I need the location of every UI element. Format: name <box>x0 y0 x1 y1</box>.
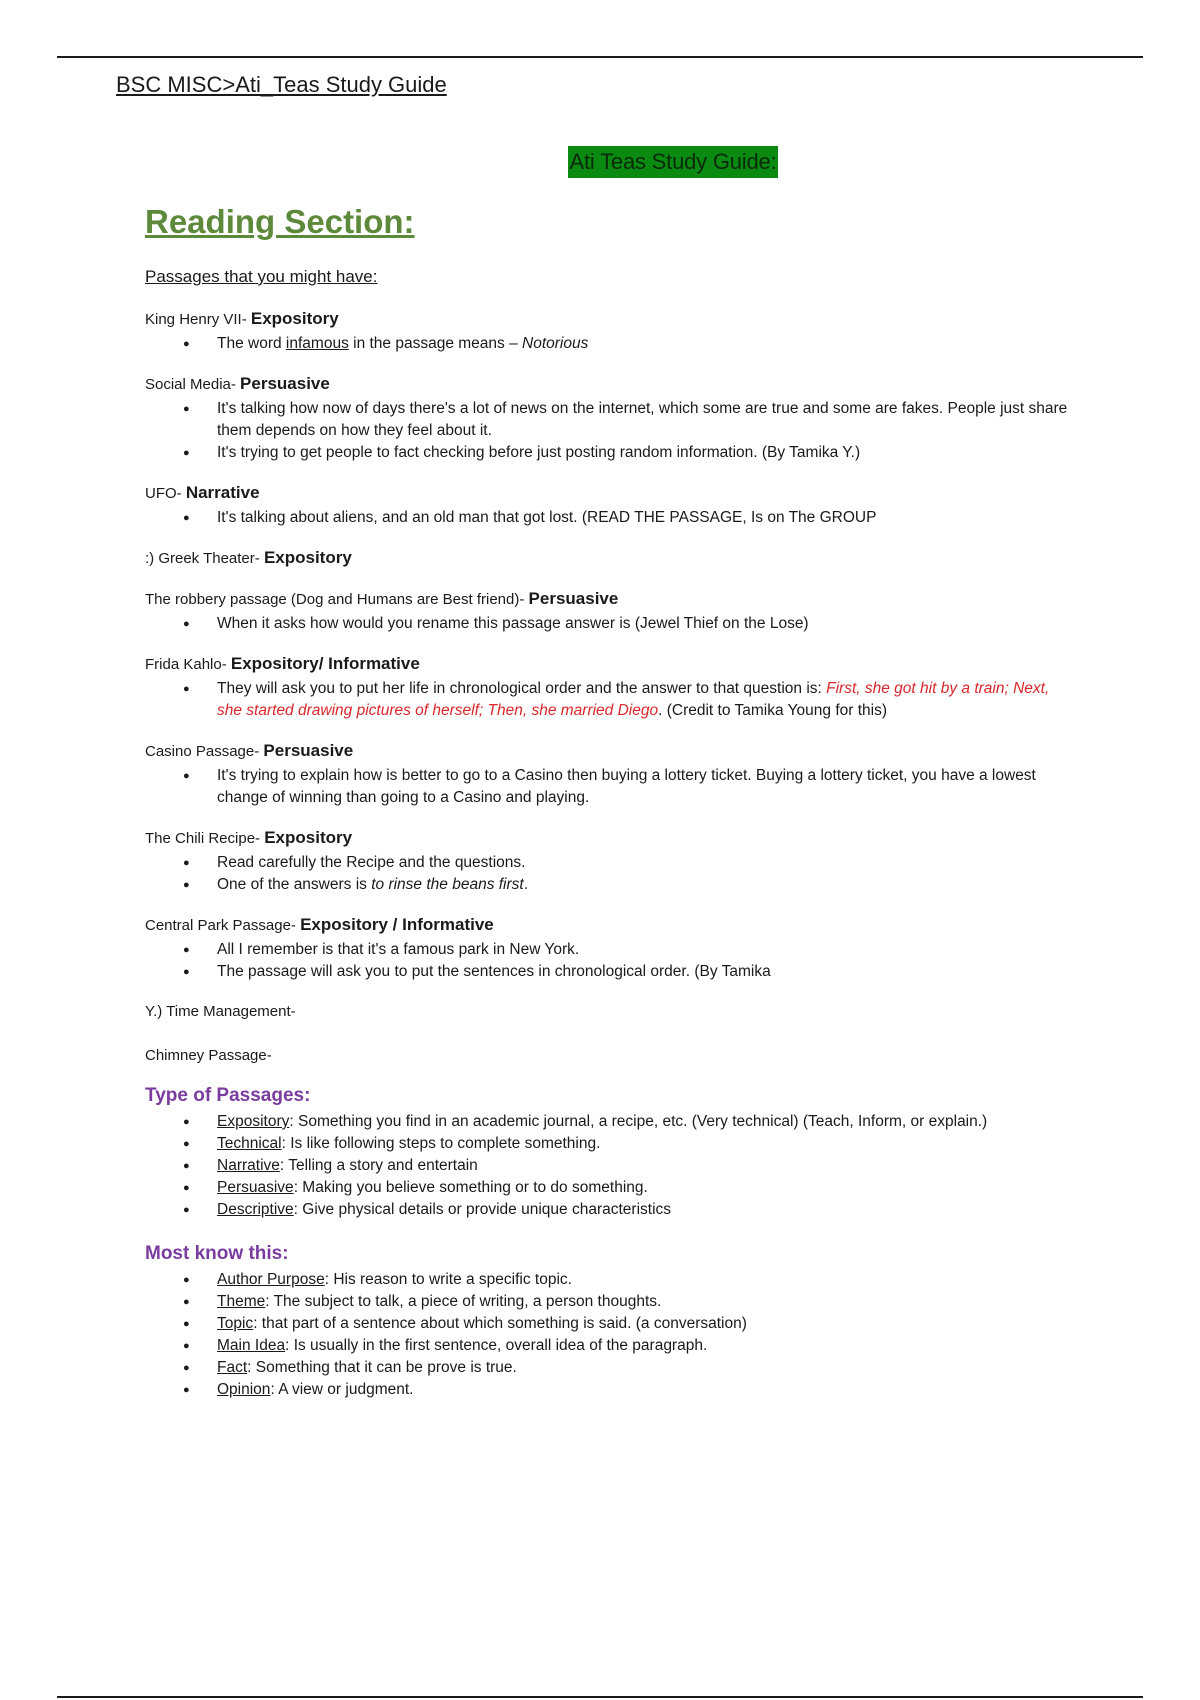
definition: : A view or judgment. <box>270 1381 414 1398</box>
passage-type: Expository <box>250 309 339 328</box>
passage-title <box>145 653 1075 676</box>
passage-type: Persuasive <box>528 589 619 608</box>
answer: Notorious <box>522 335 589 352</box>
passage-greek-theater <box>145 547 1075 570</box>
term: Expository <box>217 1113 290 1130</box>
passage-title <box>145 914 1075 937</box>
term: Narrative <box>217 1157 280 1174</box>
list-item <box>217 1357 1075 1379</box>
bullet-list <box>145 333 1075 355</box>
passage-chili-recipe <box>145 827 1075 896</box>
definition: : Is usually in the first sentence, overall idea of the paragraph. <box>285 1337 708 1354</box>
text: The word <box>217 335 286 352</box>
type-of-passages-heading: Type of Passages: <box>145 1085 311 1106</box>
bullet-list <box>145 507 1075 529</box>
passage-type: Expository / Informative <box>300 915 494 934</box>
document-body <box>145 200 1075 1401</box>
doc-title-wrap <box>0 146 1200 178</box>
passage-title <box>145 547 1075 570</box>
list-item <box>217 1335 1075 1357</box>
passage-type: Narrative <box>185 483 260 502</box>
bullet-list <box>145 398 1075 464</box>
list-item: ● Read carefully the Recipe and the questions. <box>217 852 1075 874</box>
term: Author Purpose <box>217 1271 325 1288</box>
passage-title <box>145 740 1075 763</box>
passage-title <box>145 373 1075 396</box>
definition: : Telling a story and entertain <box>279 1157 478 1174</box>
term: Topic <box>217 1315 254 1332</box>
passage-name: The Chili Recipe- <box>145 830 265 847</box>
text: They will ask you to put her life in chronological order and the answer to that question is: <box>217 680 827 697</box>
text: in the passage means – <box>348 335 523 352</box>
bullet-list <box>145 939 1075 983</box>
list-item <box>217 1133 1075 1155</box>
text: . <box>523 876 529 893</box>
chimney-passage-line: Chimney Passage- <box>145 1047 272 1064</box>
term: Fact <box>217 1359 248 1376</box>
definition: : that part of a sentence about which something is said. (a conversation) <box>253 1315 747 1332</box>
term: Descriptive <box>217 1201 294 1218</box>
definition: : Something you find in an academic journal, a recipe, etc. (Very technical) (Teach, Inform, or explain.) <box>289 1113 988 1130</box>
definition: : Making you believe something or to do something. <box>293 1179 648 1196</box>
time-management-line: Y.) Time Management- <box>145 1003 296 1020</box>
breadcrumb: BSC MISC>Ati_Teas Study Guide <box>116 72 447 97</box>
answer-highlight: First, she got hit by a train; Next, she started drawing pictures of herself; Then, she married Diego <box>217 680 1050 719</box>
list-item <box>217 1199 1075 1221</box>
passage-ufo <box>145 482 1075 529</box>
list-item <box>217 333 1075 355</box>
passage-social-media <box>145 373 1075 464</box>
passage-name: Frida Kahlo- <box>145 656 231 673</box>
bottom-rule <box>57 1696 1143 1698</box>
doc-title: Ati Teas Study Guide: <box>568 146 779 178</box>
definition: : His reason to write a specific topic. <box>324 1271 572 1288</box>
bullet-list <box>145 852 1075 896</box>
passage-type: Persuasive <box>263 741 354 760</box>
passage-central-park <box>145 914 1075 983</box>
list-item: ● When it asks how would you rename this passage answer is (Jewel Thief on the Lose) <box>217 613 1075 635</box>
term: Technical <box>217 1135 282 1152</box>
passage-type: Expository/ Informative <box>230 654 420 673</box>
definition: : Is like following steps to complete something. <box>281 1135 601 1152</box>
passage-name: Central Park Passage- <box>145 917 301 934</box>
list-item: ● All I remember is that it's a famous park in New York. <box>217 939 1075 961</box>
list-item: ● The passage will ask you to put the sentences in chronological order. (By Tamika <box>217 961 1075 983</box>
list-item <box>217 1379 1075 1401</box>
passage-title <box>145 588 1075 611</box>
list-item <box>217 874 1075 896</box>
list-item <box>217 1111 1075 1133</box>
term: Persuasive <box>217 1179 294 1196</box>
passage-name: UFO- <box>145 485 186 502</box>
list-item <box>217 678 1075 722</box>
passage-name: King Henry VII- <box>145 311 251 328</box>
list-item: ● It's trying to explain how is better to go to a Casino then buying a lottery ticket. Buying a lottery ticket, you have a lowest change of winning than going to a Casino and playing. <box>217 765 1075 809</box>
passage-name: The robbery passage (Dog and Humans are Best friend)- <box>145 591 529 608</box>
passage-name: Social Media- <box>145 376 241 393</box>
keyword: infamous <box>285 335 349 352</box>
answer: to rinse the beans first <box>371 876 524 893</box>
type-list <box>145 1111 1075 1221</box>
list-item <box>217 1177 1075 1199</box>
reading-section-title: Reading Section: <box>145 203 415 240</box>
passage-casino <box>145 740 1075 809</box>
term: Theme <box>217 1293 266 1310</box>
list-item: ● It's trying to get people to fact checking before just posting random information. (By Tamika Y.) <box>217 442 1075 464</box>
text: One of the answers is <box>217 876 372 893</box>
passages-heading: Passages that you might have: <box>145 267 378 286</box>
passage-type: Persuasive <box>240 374 330 393</box>
passage-frida-kahlo <box>145 653 1075 722</box>
passage-title <box>145 827 1075 850</box>
definition: : Something that it can be prove is true. <box>247 1359 517 1376</box>
list-item <box>217 1155 1075 1177</box>
passage-name: :) Greek Theater- <box>145 550 264 567</box>
list-item <box>217 1313 1075 1335</box>
text: . (Credit to Tamika Young for this) <box>658 702 887 719</box>
term: Main Idea <box>217 1337 286 1354</box>
bullet-list <box>145 765 1075 809</box>
bullet-list <box>145 678 1075 722</box>
list-item <box>217 1291 1075 1313</box>
list-item: ● It's talking about aliens, and an old man that got lost. (READ THE PASSAGE, Is on The GROUP <box>217 507 1075 529</box>
passage-title <box>145 482 1075 505</box>
passage-type: Expository <box>264 828 353 847</box>
passage-king-henry <box>145 308 1075 355</box>
must-know-heading: Most know this: <box>145 1243 289 1264</box>
term: Opinion <box>217 1381 271 1398</box>
top-rule <box>57 56 1143 58</box>
must-know-list <box>145 1269 1075 1401</box>
list-item <box>217 1269 1075 1291</box>
passage-type: Expository <box>263 548 352 567</box>
definition: : Give physical details or provide unique characteristics <box>293 1201 672 1218</box>
definition: : The subject to talk, a piece of writing, a person thoughts. <box>265 1293 662 1310</box>
list-item: ● It's talking how now of days there's a lot of news on the internet, which some are true and some are fakes. People just share them depends on how they feel about it. <box>217 398 1075 442</box>
passage-title <box>145 308 1075 331</box>
passage-name: Casino Passage- <box>145 743 264 760</box>
bullet-list <box>145 613 1075 635</box>
passage-robbery <box>145 588 1075 635</box>
